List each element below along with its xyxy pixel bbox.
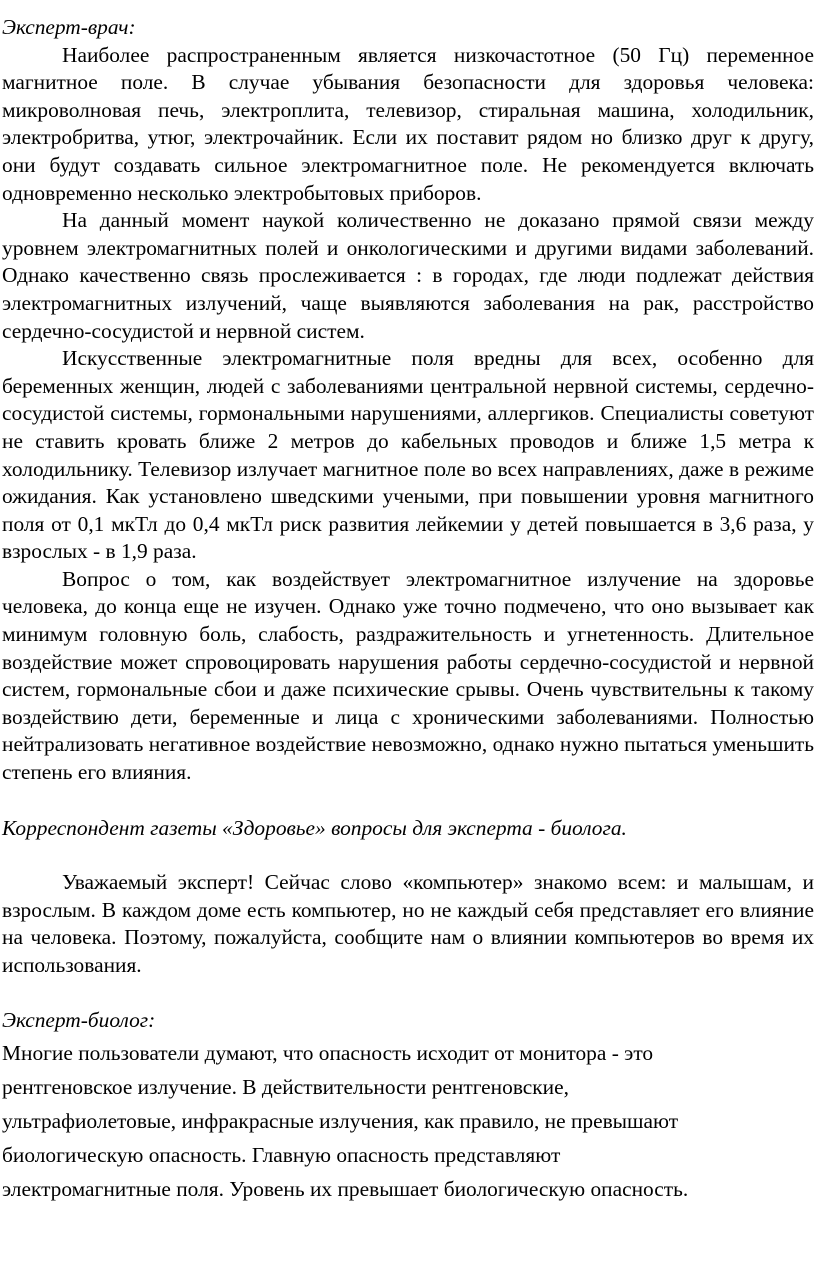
biologist-line-2: рентгеновское излучение. В действительности рентгеновские, bbox=[2, 1075, 569, 1100]
speaker-expert-doctor: Эксперт-врач: bbox=[2, 15, 136, 39]
biologist-line-3: ультрафиолетовые, инфракрасные излучения, как правило, не превышают bbox=[2, 1109, 679, 1134]
speaker-expert-biologist: Эксперт-биолог: bbox=[2, 1007, 156, 1032]
doctor-paragraph-2: На данный момент наукой количественно не доказано прямой связи между уровнем электромагнитных полей и онкологическими и другими видами заболеваний. Однако качественно связь прослеживается : в городах, где люди подлежат действия электромагнитных излучений, чаще выявляются заболевания на рак, расстройство сердечно-сосудистой и нервной систем. bbox=[2, 208, 814, 343]
biologist-line-4: биологическую опасность. Главную опасность представляют bbox=[2, 1143, 561, 1168]
correspondent-question: Уважаемый эксперт! Сейчас слово «компьютер» знакомо всем: и малышам, и взрослым. В каждом доме есть компьютер, но не каждый себя представляет его влияние на человека. Поэтому, пожалуйста, сообщите нам о влиянии компьютеров во время их использования. bbox=[2, 870, 814, 977]
speaker-correspondent: Корреспондент газеты «Здоровье» вопросы для эксперта - биолога. bbox=[2, 815, 627, 840]
doctor-paragraph-3: Искусственные электромагнитные поля вредны для всех, особенно для беременных женщин, людей с заболеваниями центральной нервной системы, сердечно-сосудистой системы, гормональными нарушениями, аллергиков. Специалисты советуют не ставить кровать ближе 2 метров до кабельных проводов и ближе 1,5 метра к холодильнику. Телевизор излучает магнитное поле во всех направлениях, даже в режиме ожидания. Как установлено шведскими учеными, при повышении уровня магнитного поля от 0,1 мкТл до 0,4 мкТл риск развития лейкемии у детей повышается в 3,6 раза, у взрослых - в 1,9 раза. bbox=[2, 346, 814, 564]
doctor-paragraph-1: Наиболее распространенным является низкочастотное (50 Гц) переменное магнитное поле. В случае убывания безопасности для здоровья человека: микроволновая печь, электроплита, телевизор, стиральная машина, холодильник, электробритва, утюг, электрочайник. Если их поставит рядом но близко друг к другу, они будут создавать сильное электромагнитное поле. Не рекомендуется включать одновременно несколько электробытовых приборов. bbox=[2, 42, 814, 205]
doctor-paragraph-4: Вопрос о том, как воздействует электромагнитное излучение на здоровье человека, до конца еще не изучен. Однако уже точно подмечено, что оно вызывает как минимум головную боль, слабость, раздражительность и угнетенность. Длительное воздействие может спровоцировать нарушения работы сердечно-сосудистой и нервной систем, гормональные сбои и даже психические срывы. Очень чувствительны к такому воздействию дети, беременные и лица с хроническими заболеваниями. Полностью нейтрализовать негативное воздействие невозможно, однако нужно пытаться уменьшить степень его влияния. bbox=[2, 566, 814, 785]
biologist-line-5: электромагнитные поля. Уровень их превышает биологическую опасность. bbox=[2, 1177, 689, 1202]
biologist-line-1: Многие пользователи думают, что опасность исходит от монитора - это bbox=[2, 1041, 654, 1066]
biologist-answer bbox=[2, 1036, 814, 1206]
